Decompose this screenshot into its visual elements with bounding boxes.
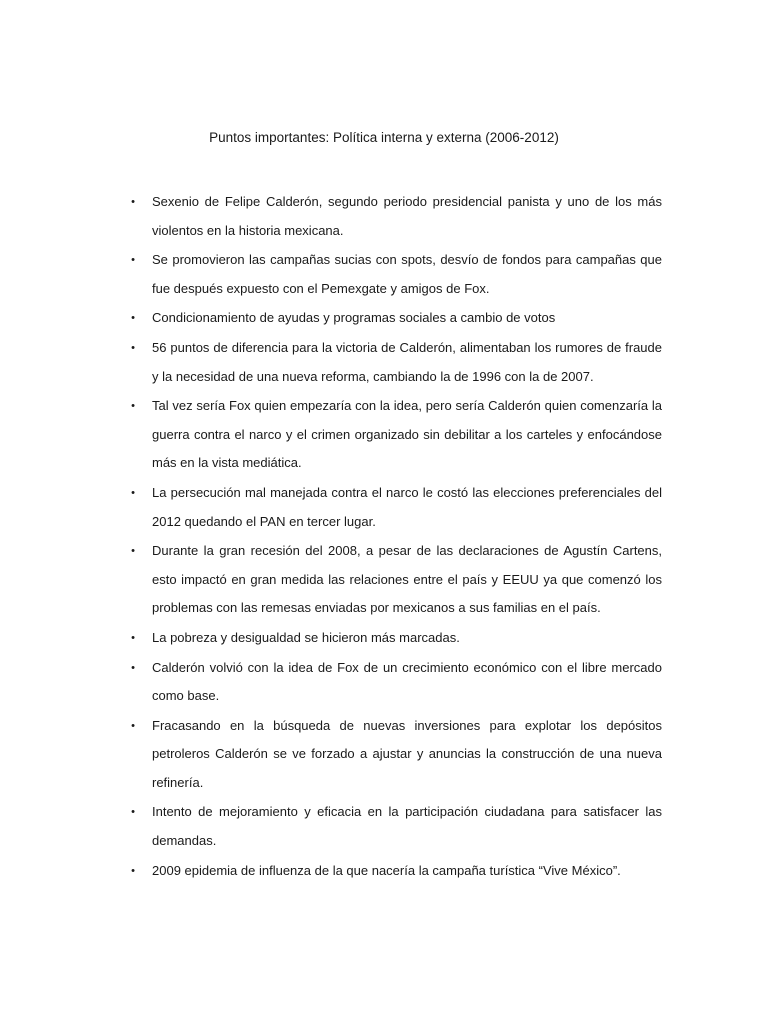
list-item [0, 654, 768, 711]
bullet-icon: • [131, 196, 135, 208]
list-item-text: Se promovieron las campañas sucias con spots, desvío de fondos para campañas que fue después expuesto con el Pemexgate y amigos de Fox. [152, 252, 662, 296]
bullet-icon: • [131, 312, 135, 325]
list-item [0, 334, 768, 391]
bullet-icon: • [131, 400, 135, 413]
list-item-text: Intento de mejoramiento y eficacia en la participación ciudadana para satisfacer las demandas. [152, 804, 662, 849]
bullet-icon: • [131, 486, 135, 499]
list-item-text: Fracasando en la búsqueda de nuevas inversiones para explotar los depósitos petroleros Calderón se ve forzado a ajustar y anuncias la construcción de una nueva refinería. [152, 717, 662, 790]
list-item [0, 392, 768, 478]
list-item [0, 304, 768, 333]
bullet-list [0, 188, 768, 886]
page-title: Puntos importantes: Política interna y externa (2006-2012) [209, 130, 559, 145]
list-item-text: Calderón volvió con la idea de Fox de un crecimiento económico con el libre mercado como base. [152, 659, 662, 704]
list-item-text: Condicionamiento de ayudas y programas sociales a cambio de votos [152, 310, 556, 326]
bullet-icon: • [131, 661, 135, 674]
bullet-icon: • [131, 719, 135, 732]
bullet-icon: • [131, 864, 135, 877]
list-item [0, 857, 768, 886]
list-item [0, 624, 768, 653]
bullet-icon: • [131, 254, 135, 267]
list-item-text: 2009 epidemia de influenza de la que nacería la campaña turística “Vive México”. [152, 862, 621, 878]
list-item-text: Sexenio de Felipe Calderón, segundo periodo presidencial panista y uno de los más violentos en la historia mexicana. [152, 194, 662, 238]
list-item [0, 188, 768, 245]
list-item [0, 537, 768, 623]
bullet-icon: • [131, 341, 135, 354]
list-item-text: 56 puntos de diferencia para la victoria de Calderón, alimentaban los rumores de fraude y la necesidad de una nueva reforma, cambiando la de 1996 con la de 2007. [152, 339, 662, 384]
list-item-text: Durante la gran recesión del 2008, a pesar de las declaraciones de Agustín Cartens, esto impactó en gran medida las relaciones entre el país y EEUU ya que comenzó los problemas con las remesas enviadas por mexicanos a sus familias en el país. [152, 543, 662, 616]
list-item-text: La persecución mal manejada contra el narco le costó las elecciones preferenciales del 2012 quedando el PAN en tercer lugar. [152, 484, 662, 529]
bullet-icon: • [131, 806, 135, 819]
bullet-icon: • [131, 545, 135, 558]
list-item [0, 246, 768, 303]
list-item [0, 479, 768, 536]
list-item-text: Tal vez sería Fox quien empezaría con la idea, pero sería Calderón quien comenzaría la guerra contra el narco y el crimen organizado sin debilitar a los carteles y enfocándose más en la vista mediática. [152, 398, 662, 471]
bullet-icon: • [131, 631, 135, 644]
list-item [0, 798, 768, 855]
list-item [0, 712, 768, 798]
list-item-text: La pobreza y desigualdad se hicieron más marcadas. [152, 629, 460, 645]
